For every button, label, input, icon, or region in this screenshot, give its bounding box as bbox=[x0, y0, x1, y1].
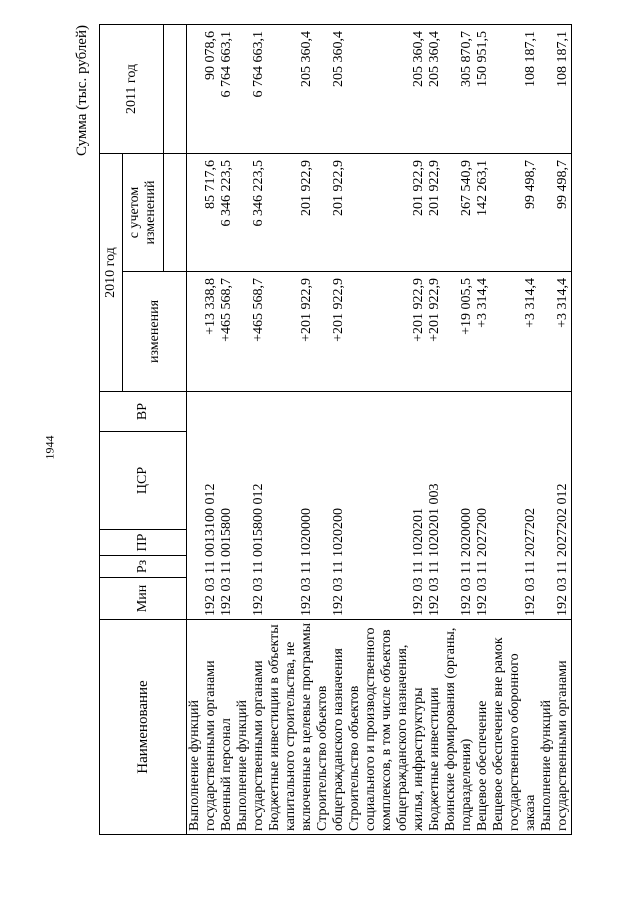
row-code: 192 03 11 1020200 bbox=[315, 392, 347, 620]
table-row bbox=[267, 25, 315, 835]
row-with-changes: 267 540,9 bbox=[443, 154, 475, 272]
row-with-changes: 201 922,9 bbox=[315, 154, 347, 272]
row-2011: 108 187,1 bbox=[539, 25, 572, 154]
row-2011: 305 870,7 bbox=[443, 25, 475, 154]
row-changes: +3 314,4 bbox=[475, 272, 491, 392]
row-code: 192 03 11 2027202 bbox=[491, 392, 539, 620]
row-name: Военный персонал bbox=[219, 620, 235, 835]
row-changes: +201 922,9 bbox=[315, 272, 347, 392]
header-changes: изменения bbox=[123, 272, 187, 392]
row-with-changes: 85 717,6 bbox=[187, 154, 220, 272]
row-changes: +201 922,9 bbox=[267, 272, 315, 392]
table-row bbox=[187, 25, 220, 835]
row-changes: +201 922,9 bbox=[347, 272, 427, 392]
row-name: Выполнение функций государственными органами bbox=[539, 620, 572, 835]
row-name: Выполнение функций государственными органами bbox=[187, 620, 220, 835]
row-with-changes: 201 922,9 bbox=[347, 154, 427, 272]
header-2011: 2011 год bbox=[100, 25, 164, 154]
row-changes: +465 568,7 bbox=[219, 272, 235, 392]
row-with-changes: 201 922,9 bbox=[267, 154, 315, 272]
header-name: Наименование bbox=[100, 620, 187, 835]
table-row bbox=[475, 25, 491, 835]
header-2010: 2010 год bbox=[100, 154, 123, 392]
row-2011: 6 764 663,1 bbox=[235, 25, 267, 154]
header-vr: ВР bbox=[100, 392, 187, 432]
row-2011: 205 360,4 bbox=[315, 25, 347, 154]
row-2011: 205 360,4 bbox=[427, 25, 443, 154]
table-row bbox=[427, 25, 443, 835]
row-changes: +465 568,7 bbox=[235, 272, 267, 392]
table-row bbox=[539, 25, 572, 835]
header-pr: ПР bbox=[100, 530, 187, 556]
header-min: Мин bbox=[100, 578, 187, 620]
table-row bbox=[347, 25, 427, 835]
row-name: Бюджетные инвестиции bbox=[427, 620, 443, 835]
table-row bbox=[315, 25, 347, 835]
row-with-changes: 142 263,1 bbox=[475, 154, 491, 272]
row-with-changes: 6 346 223,5 bbox=[235, 154, 267, 272]
row-code: 192 03 11 1020201 bbox=[347, 392, 427, 620]
header-csr: ЦСР bbox=[100, 432, 187, 530]
row-2011: 150 951,5 bbox=[475, 25, 491, 154]
row-with-changes: 99 498,7 bbox=[539, 154, 572, 272]
row-2011: 90 078,6 bbox=[187, 25, 220, 154]
row-changes: +3 314,4 bbox=[539, 272, 572, 392]
header-with-changes: с учетом изменений bbox=[123, 154, 164, 272]
row-code: 192 03 11 2027200 bbox=[475, 392, 491, 620]
row-code: 192 03 11 0013100 012 bbox=[187, 392, 220, 620]
row-code: 192 03 11 1020201 003 bbox=[427, 392, 443, 620]
row-2011: 205 360,4 bbox=[267, 25, 315, 154]
row-changes: +3 314,4 bbox=[491, 272, 539, 392]
table-row bbox=[235, 25, 267, 835]
row-code: 192 03 11 2027202 012 bbox=[539, 392, 572, 620]
row-2011: 205 360,4 bbox=[347, 25, 427, 154]
row-name: Строительство объектов социального и производственного комплексов, в том числе объектов общегражданского назначения, жилья, инфраструктуры bbox=[347, 620, 427, 835]
row-code: 192 03 11 0015800 bbox=[219, 392, 235, 620]
row-name: Воинские формирования (органы, подразделения) bbox=[443, 620, 475, 835]
row-name: Бюджетные инвестиции в объекты капитального строительства, не включенные в целевые программы bbox=[267, 620, 315, 835]
row-code: 192 03 11 0015800 012 bbox=[235, 392, 267, 620]
row-code: 192 03 11 2020000 bbox=[443, 392, 475, 620]
table-row bbox=[219, 25, 235, 835]
row-changes: +19 005,5 bbox=[443, 272, 475, 392]
row-changes: +13 338,8 bbox=[187, 272, 220, 392]
table-body bbox=[187, 25, 572, 835]
page-number: 1944 bbox=[42, 435, 57, 460]
units-caption: Сумма (тыс. рублей) bbox=[74, 25, 90, 157]
row-name: Вещевое обеспечение bbox=[475, 620, 491, 835]
row-changes: +201 922,9 bbox=[427, 272, 443, 392]
row-with-changes: 99 498,7 bbox=[491, 154, 539, 272]
row-name: Выполнение функций государственными органами bbox=[235, 620, 267, 835]
row-with-changes: 6 346 223,5 bbox=[219, 154, 235, 272]
rotated-table-block bbox=[65, 25, 585, 835]
row-name: Строительство объектов общегражданского назначения bbox=[315, 620, 347, 835]
row-name: Вещевое обеспечение вне рамок государственного оборонного заказа bbox=[491, 620, 539, 835]
row-2011: 108 187,1 bbox=[491, 25, 539, 154]
row-2011: 6 764 663,1 bbox=[219, 25, 235, 154]
row-code: 192 03 11 1020000 bbox=[267, 392, 315, 620]
table-row bbox=[491, 25, 539, 835]
header-rz: Рз bbox=[100, 556, 187, 578]
row-with-changes: 201 922,9 bbox=[427, 154, 443, 272]
table-row bbox=[443, 25, 475, 835]
budget-table bbox=[99, 24, 572, 835]
